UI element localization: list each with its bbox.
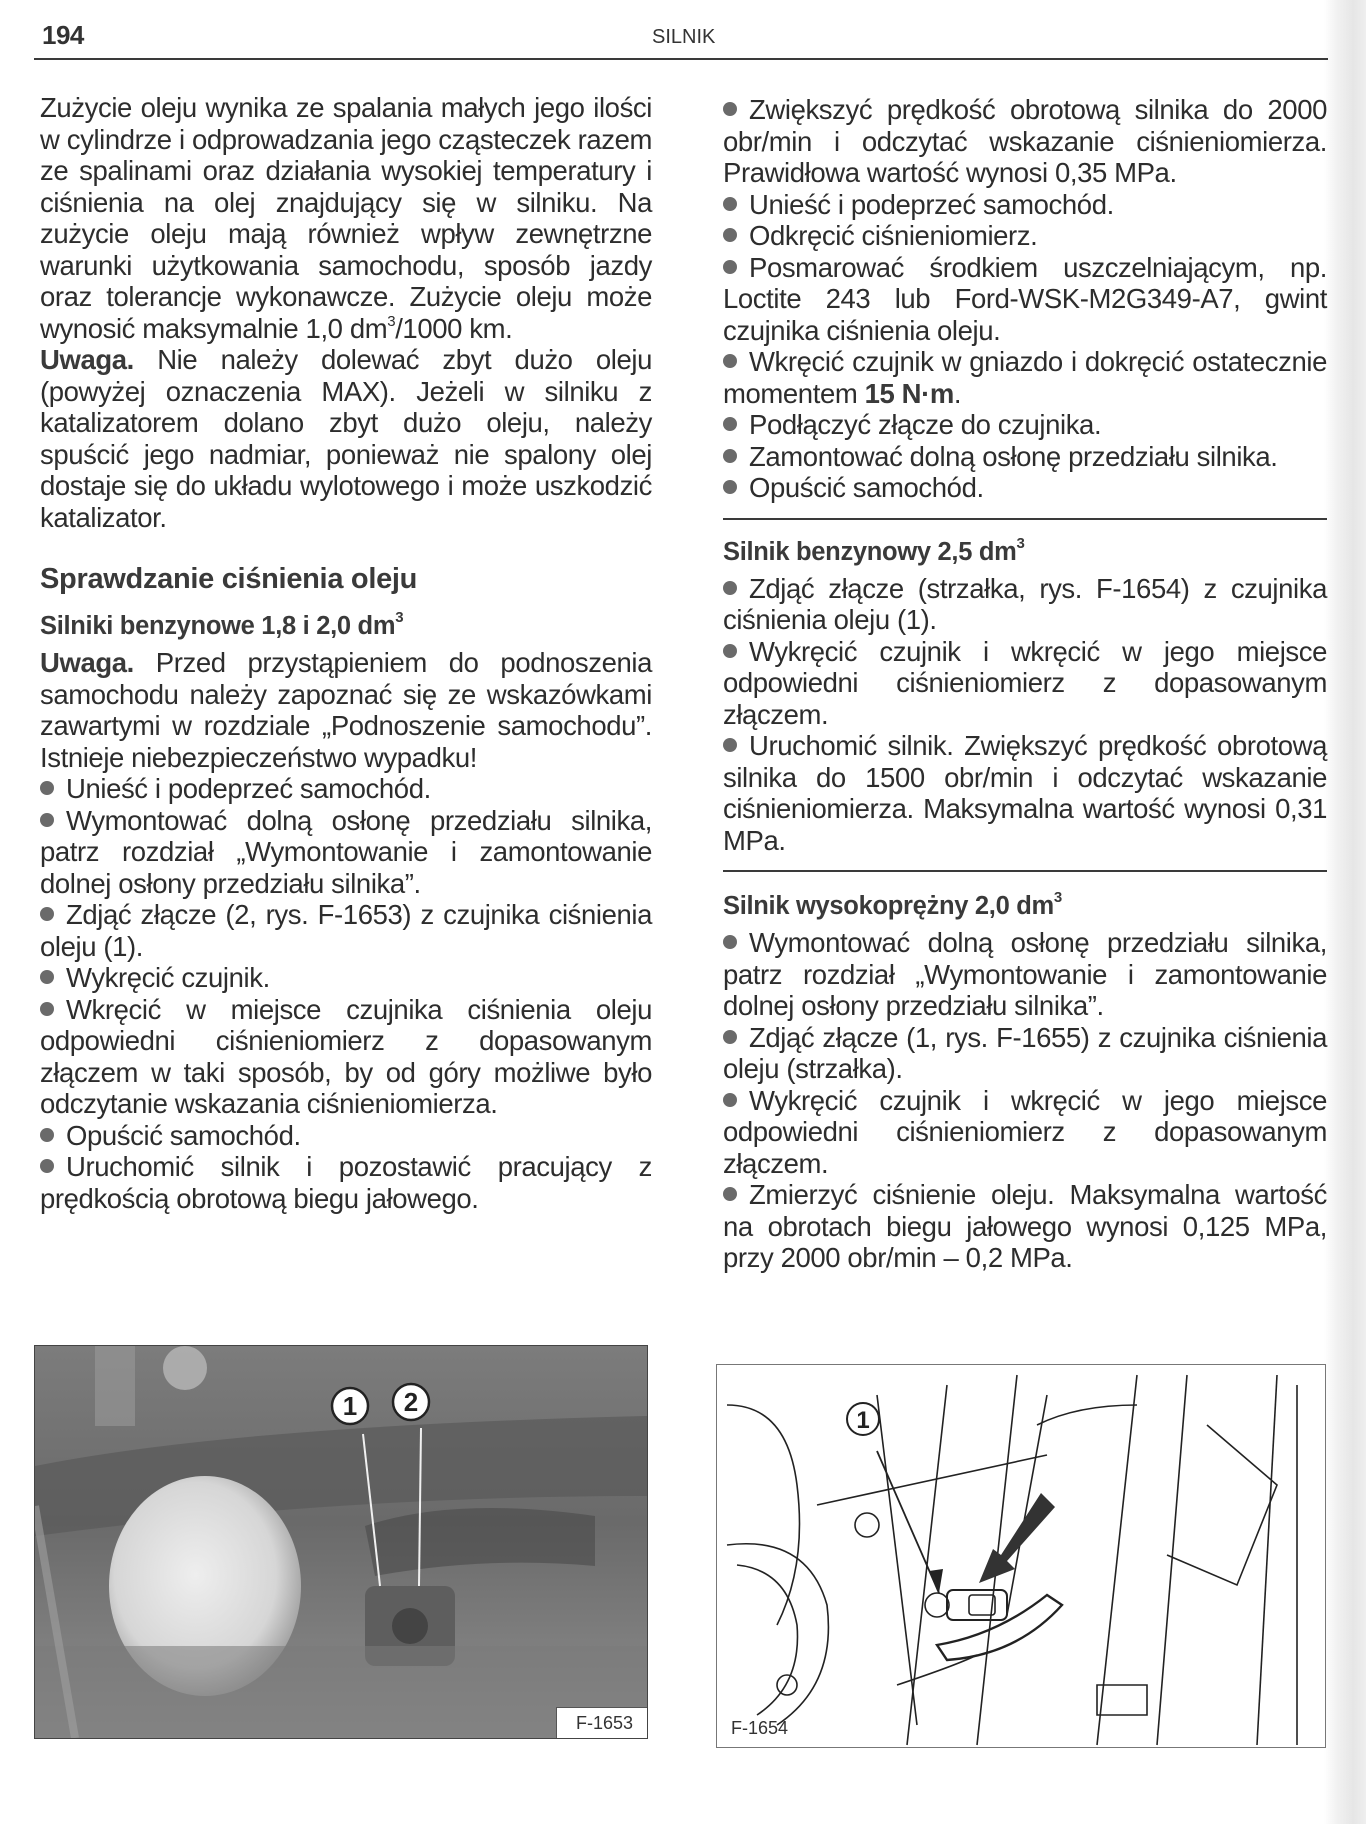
bullet-icon [723,581,737,595]
list-item: Wykręcić czujnik i wkręcić w jego miejsce odpowiedni ciśnieniomierz z dopasowanym złączem. [723,635,1327,730]
bullet-icon [723,417,737,431]
list-item: Unieść i podeprzeć samochód. [40,773,652,805]
page-number: 194 [42,20,84,50]
subsection-title-diesel-20: Silnik wysokoprężny 2,0 $dm^3$ [723,889,1062,920]
list-item: Odkręcić ciśnieniomierz. [723,220,1327,252]
figure-caption: F-1653 [575,1713,633,1733]
list-item: Wymontować dolną osłonę przedziału silnika, patrz rozdział „Wymontowanie i zamontowanie dolnej osłony przedziału silnika”. [40,804,652,899]
subsection-title-petrol-25: Silnik benzynowy 2,5 $dm^3$ [723,534,1025,566]
list-item: Zdjąć złącze (strzałka, rys. F-1654) z czujnika ciśnienia oleju (1). [723,572,1327,635]
note-lifting: Uwaga. Przed przystąpieniem do podnoszenia samochodu należy zapoznać się ze wskazówkami zawartymi w rozdziale „Podnoszenie samochodu”. Istnieje niebezpieczeństwo wypadku! [40,647,652,773]
bullet-icon [40,813,54,827]
note-label: Uwaga. [40,647,134,678]
bullet-icon [40,1159,54,1173]
list-item: Unieść i podeprzeć samochód. [723,189,1327,221]
note-label: Uwaga. [40,344,134,375]
torque-value: 15 N·m [864,377,954,409]
bullet-icon [40,970,54,984]
bullet-icon [723,935,737,949]
list-item: Zdjąć złącze (2, rys. F-1653) z czujnika ciśnienia oleju (1). [40,899,652,962]
bullet-icon [723,228,737,242]
bullet-icon [723,1093,737,1107]
list-item: Wkręcić w miejsce czujnika ciśnienia oleju odpowiedni ciśnieniomierz z dopasowanym złączem w taki sposób, by od góry możliwe było odczytanie wskazania ciśnieniomierza. [40,993,652,1119]
right-column [723,94,1327,1274]
section-title: Sprawdzanie ciśnienia oleju [40,563,418,595]
bullet-icon [40,1002,54,1016]
bullet-icon [723,1030,737,1044]
figure-f1653-photo [34,1345,648,1739]
list-item: Podłączyć złącze do czujnika. [723,409,1327,441]
left-column [40,92,652,1214]
list-item: Wymontować dolną osłonę przedziału silnika, patrz rozdział „Wymontowanie i zamontowanie dolnej osłony przedziału silnika”. [723,927,1327,1021]
list-item: Zwiększyć prędkość obrotową silnika do 2000 obr/min i odczytać wskazanie ciśnieniomierza. Prawidłowa wartość wynosi 0,35 MPa. [723,94,1327,188]
list-item-torque: Wkręcić czujnik w gniazdo i dokręcić ostatecznie momentem 15 N·m. [723,346,1327,409]
list-item: Uruchomić silnik. Zwiększyć prędkość obrotową silnika do 1500 obr/min i odczytać wskazanie ciśnieniomierza. Maksymalna wartość wynosi 0,31 MPa. [723,730,1327,856]
list-item: Opuścić samochód. [723,472,1327,504]
figure-caption: F-1654 [731,1718,789,1738]
page-header [40,18,1330,62]
list-item: Wykręcić czujnik. [40,962,652,994]
list-item: Zdjąć złącze (1, rys. F-1655) z czujnika ciśnienia oleju (strzałka). [723,1021,1327,1084]
subsection-title-petrol-18-20: Silniki benzynowe 1,8 i 2,0 $dm^3$ [40,609,404,640]
list-item: Uruchomić silnik i pozostawić pracujący z prędkością obrotową biegu jałowego. [40,1151,652,1214]
bullet-icon [723,738,737,752]
leader-arrowhead [929,1569,943,1593]
callout-2-label: 2 [403,1387,419,1417]
list-item: Posmarować środkiem uszczelniającym, np. Loctite 243 lub Ford-WSK-M2G349-A7, gwint czujnika ciśnienia oleju. [723,251,1327,346]
callout-1-label: 1 [342,1391,358,1421]
sensor-line-drawing [717,1365,1325,1747]
arrow-icon [979,1493,1055,1583]
running-title: SILNIK [652,26,716,48]
intro-paragraph: Zużycie oleju wynika ze spalania małych jego ilości w cylindrze i odprowadzania jego cząsteczek razem ze spalinami oraz działania wysokiej temperatury i ciśnienia na olej znajdujący się w silniku. Na zużycie oleju mają również wpływ zewnętrzne warunki użytkowania samochodu, sposób jazdy oraz tolerancje wykonawcze. Zużycie oleju może wynosić maksymalnie 1,0 $dm^3/1000$ km. [40,92,652,344]
header-rule [34,58,1328,60]
bullet-icon [723,197,737,211]
note-oil-overfill: Uwaga. Nie należy dolewać zbyt dużo oleju (powyżej oznaczenia MAX). Jeżeli w silniku z katalizatorem dolano zbyt dużo oleju, należy spuścić jego nadmiar, ponieważ nie spalony olej dostaje się do układu wylotowego i może uszkodzić katalizator. [40,344,652,533]
bullet-icon [723,480,737,494]
bullet-icon [723,354,737,368]
list-item: Opuścić samochód. [40,1120,652,1152]
bullet-icon [40,1128,54,1142]
page-edge-shadow [1324,0,1366,1824]
list-item: Wykręcić czujnik i wkręcić w jego miejsce odpowiedni ciśnieniomierz z dopasowanym złączem. [723,1084,1327,1179]
list-item: Zamontować dolną osłonę przedziału silnika. [723,441,1327,473]
bullet-icon [40,781,54,795]
list-item: Zmierzyć ciśnienie oleju. Maksymalna wartość na obrotach biegu jałowego wynosi 0,125 MPa, przy 2000 obr/min – 0,2 MPa. [723,1179,1327,1273]
bullet-icon [723,102,737,116]
bullet-icon [40,907,54,921]
bullet-icon [723,1187,737,1201]
bullet-icon [723,644,737,658]
callout-1-label: 1 [856,1407,870,1434]
bullet-icon [723,260,737,274]
engine-photo-illustration [35,1346,647,1738]
bullet-icon [723,449,737,463]
figure-f1654-drawing [716,1364,1326,1748]
